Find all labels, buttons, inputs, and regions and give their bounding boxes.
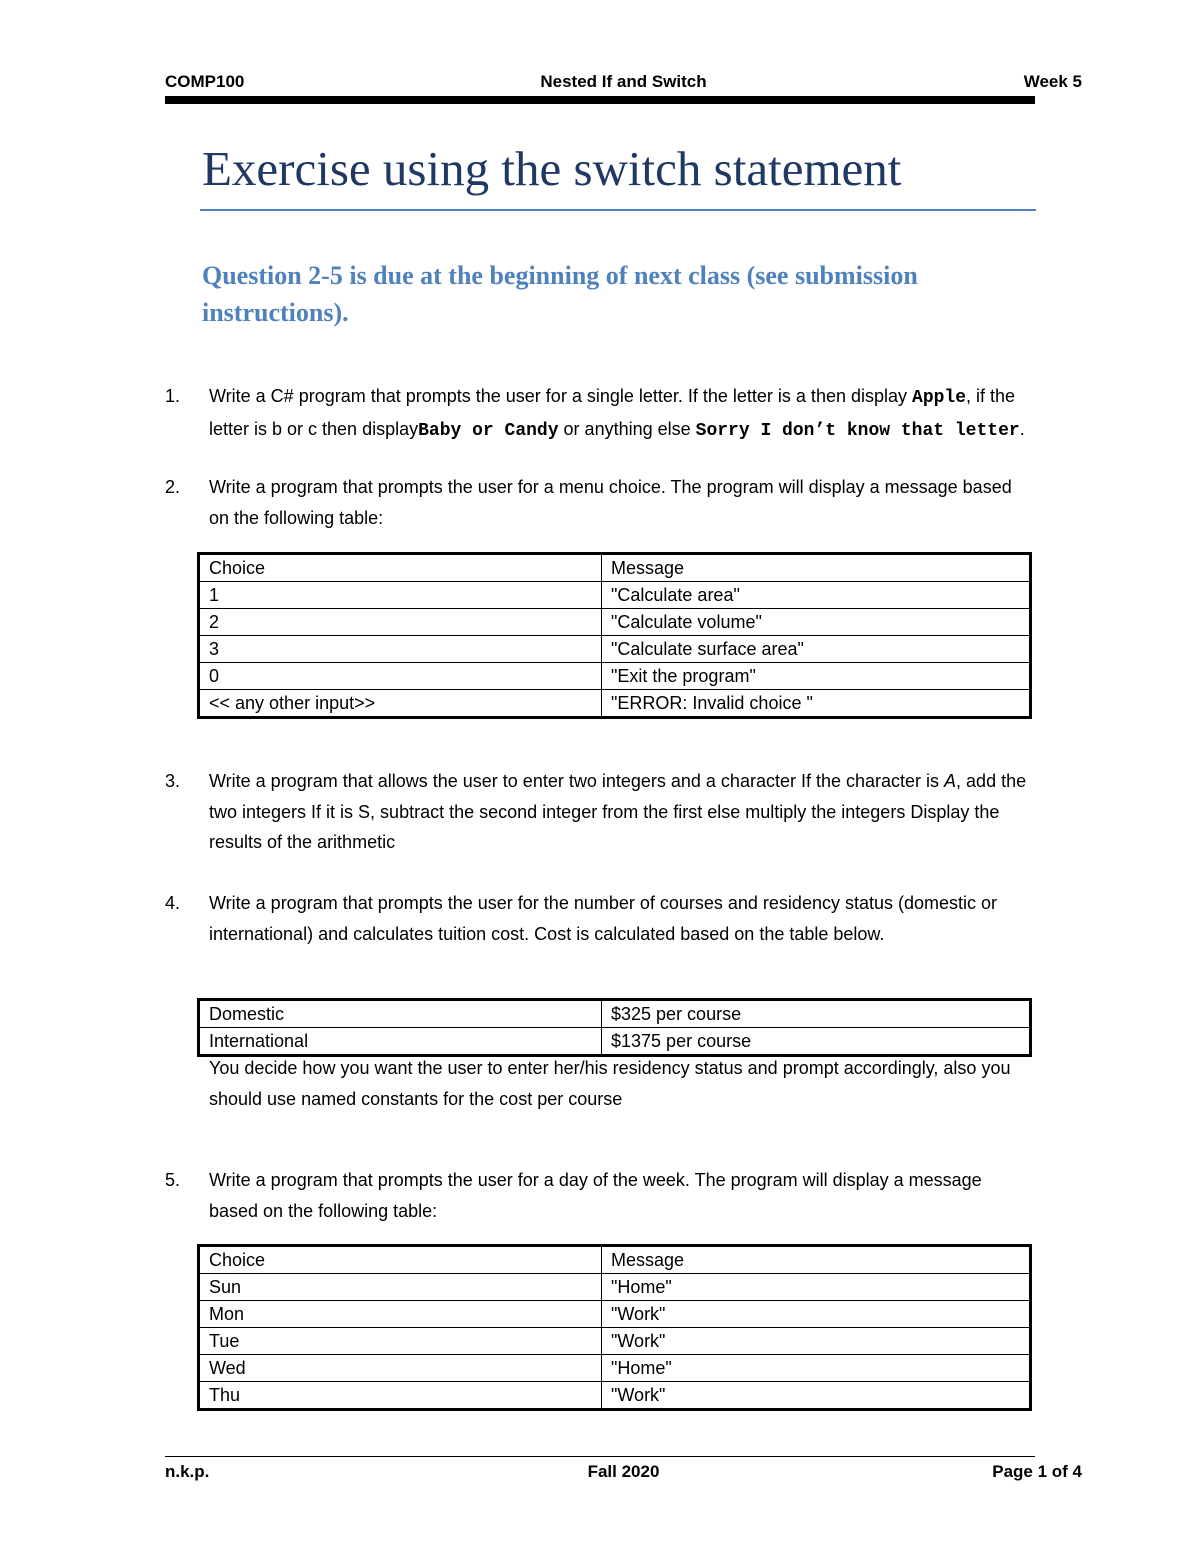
table-row [199,1355,1031,1382]
note-text: You decide how you want the user to enter her/his residency status and prompt accordingly, also you should use named constants for the cost per course [209,1058,1011,1109]
title-rule [200,209,1036,211]
table-cell: Thu [199,1382,602,1410]
table-row [199,663,1031,690]
table-cell: International [199,1028,602,1056]
question-number: 4. [165,893,181,913]
table-row [199,1000,1031,1028]
table-cell: Domestic [199,1000,602,1028]
text-run: , add the two integers If it is S, subtract the second integer from the first else multiply the integers Display the results of the arithmetic [209,771,1027,852]
table-cell: Message [602,1246,1031,1274]
header-course: COMP100 [165,72,245,91]
table-row [199,1274,1031,1301]
page-title: Exercise using the switch statement [202,141,902,196]
text-run: Write a C# program that prompts the user for a single letter. If the letter is a then display [209,386,913,406]
table-cell: Choice [199,554,602,582]
table-cell: 3 [199,636,602,663]
table-cell: "Home" [602,1274,1031,1301]
tuition-cost-table [197,998,1032,1057]
table-cell: 2 [199,609,602,636]
text-run: or anything else [558,418,696,439]
table-cell: Choice [199,1246,602,1274]
question-1 [165,381,1035,446]
text-run: Write a program that allows the user to enter two integers and a character If the character is [209,771,945,791]
table-cell: "Home" [602,1355,1031,1382]
question-number: 1. [165,386,181,406]
table-cell: Message [602,554,1031,582]
table-row [199,1301,1031,1328]
question-number: 5. [165,1170,181,1190]
table-cell: "Work" [602,1301,1031,1328]
table-cell: "Calculate area" [602,582,1031,609]
table-row [199,690,1031,718]
table-row [199,609,1031,636]
question-2 [165,472,1035,533]
day-of-week-table [197,1244,1032,1411]
table-cell: 1 [199,582,602,609]
code-apple: Apple [912,388,967,408]
header-rule [165,96,1035,104]
question-number: 3. [165,771,181,791]
text-run: . [1019,418,1025,439]
table-row [199,1382,1031,1410]
footer-page-number: Page 1 of 4 [992,1462,1082,1481]
table-row [199,1028,1031,1056]
question-text: Write a program that prompts the user for a day of the week. The program will display a message based on the following table: [209,1170,982,1221]
due-notice: Question 2-5 is due at the beginning of next class (see submission instructions). [202,261,918,327]
table-cell: "Calculate volume" [602,609,1031,636]
question-text [209,766,1035,858]
question-5 [165,1165,1035,1226]
table-cell: 0 [199,663,602,690]
table-cell: Sun [199,1274,602,1301]
question-text: Write a program that prompts the user for the number of courses and residency status (domestic or international) and calculates tuition cost. Cost is calculated based on the table below. [209,893,998,944]
table-row [199,636,1031,663]
table-cell: Tue [199,1328,602,1355]
table-cell: << any other input>> [199,690,602,718]
table-cell: $325 per course [602,1000,1031,1028]
footer-rule [165,1456,1035,1457]
page-footer [165,1460,1082,1484]
header-week: Week 5 [1023,72,1082,91]
code-sorry-message: Sorry I don’t know that letter [695,420,1020,441]
text-run: , if the letter is b or c then display [209,386,1016,439]
table-cell: "Exit the program" [602,663,1031,690]
question-text [209,381,1035,446]
table-cell: "Work" [602,1382,1031,1410]
page-header [165,70,1082,96]
header-topic: Nested If and Switch [540,72,707,91]
question-number: 2. [165,477,181,497]
code-baby-or-candy: Baby or Candy [418,420,559,441]
table-row [199,554,1031,582]
table-cell: $1375 per course [602,1028,1031,1056]
question-3 [165,766,1035,858]
emphasis-a: A [944,771,957,791]
question-4-note [165,1053,1035,1114]
table-row [199,582,1031,609]
menu-choice-table [197,552,1032,719]
table-cell: Mon [199,1301,602,1328]
table-cell: Wed [199,1355,602,1382]
footer-author: n.k.p. [165,1462,210,1481]
table-cell: "Work" [602,1328,1031,1355]
table-row [199,1246,1031,1274]
table-cell: "Calculate surface area" [602,636,1031,663]
table-cell: "ERROR: Invalid choice " [602,690,1031,718]
table-row [199,1328,1031,1355]
footer-term: Fall 2020 [587,1462,660,1481]
question-4 [165,888,1035,949]
question-text: Write a program that prompts the user for a menu choice. The program will display a message based on the following table: [209,477,1012,528]
